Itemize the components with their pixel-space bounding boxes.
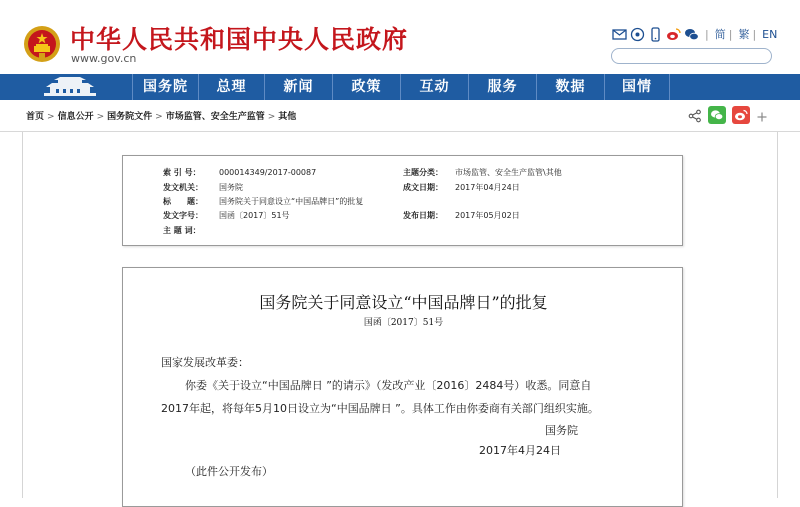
weibo-icon[interactable] <box>666 27 681 42</box>
site-url: www.gov.cn <box>71 52 137 65</box>
nav-item-services[interactable]: 服务 <box>468 74 536 100</box>
nav-item-national-profile[interactable]: 国情 <box>604 74 670 100</box>
document-sign-date: 2017年4月24日 <box>479 444 561 457</box>
meta-label-index: 索 引 号： <box>163 168 201 177</box>
site-title[interactable]: 中华人民共和国中央人民政府 <box>70 25 409 54</box>
nav-item-news[interactable]: 新闻 <box>264 74 332 100</box>
meta-row-issuer <box>163 182 243 193</box>
meta-row-keywords <box>163 225 219 236</box>
breadcrumb-other[interactable]: 其他 <box>278 112 297 122</box>
meta-label-date-written: 成文日期： <box>403 183 443 192</box>
tiananmen-icon <box>0 74 132 100</box>
document-publication-note: （此件公开发布） <box>185 465 273 478</box>
meta-label-issuer: 发文机关： <box>163 183 203 192</box>
lang-separator: | <box>728 27 733 41</box>
meta-value-date-written: 2017年04月24日 <box>455 183 520 192</box>
meta-value-index: 000014349/2017-00087 <box>219 168 317 177</box>
document-signature: 国务院 <box>545 424 578 437</box>
site-header <box>0 0 800 74</box>
breadcrumb-separator: > <box>155 112 163 122</box>
breadcrumb-separator: > <box>96 112 105 122</box>
meta-label-publish-date: 发布日期： <box>403 211 443 220</box>
lang-separator: | <box>752 27 757 41</box>
meta-value-issuer: 国务院 <box>219 183 243 192</box>
meta-label-keywords: 主 题 词： <box>163 226 201 235</box>
rss-icon[interactable] <box>630 27 645 42</box>
document-addressee: 国家发展改革委： <box>161 356 249 369</box>
breadcrumb-market-regulation[interactable]: 市场监管、安全生产监管 <box>165 112 265 122</box>
meta-row-title <box>163 196 363 207</box>
more-share-icon[interactable] <box>756 108 768 127</box>
nav-item-state-council[interactable]: 国务院 <box>132 74 198 100</box>
document-paragraph-line-1: 你委《关于设立“中国品牌日 ”的请示》（发改产业〔2016〕2484号）收悉。同意自 <box>185 379 592 392</box>
meta-label-title: 标 题： <box>163 197 203 206</box>
breadcrumb-separator: > <box>47 112 55 122</box>
meta-label-topic: 主题分类： <box>403 168 443 177</box>
nav-item-data[interactable]: 数据 <box>536 74 604 100</box>
meta-label-doc-number: 发文字号： <box>163 211 203 220</box>
document-paragraph-line-2: 2017年起，将每年5月10日设立为“中国品牌日 ”。具体工作由你委商有关部门组织实施。 <box>161 402 599 415</box>
document-number: 国函〔2017〕51号 <box>363 318 444 328</box>
meta-row-date-written <box>403 182 520 193</box>
nav-item-premier[interactable]: 总理 <box>198 74 264 100</box>
meta-row-index <box>163 167 316 178</box>
meta-value-title: 国务院关于同意设立“中国品牌日”的批复 <box>219 197 364 206</box>
breadcrumb <box>26 109 296 122</box>
mobile-icon[interactable] <box>648 27 663 42</box>
lang-separator: | <box>705 27 709 41</box>
document-metadata-table <box>122 155 683 246</box>
meta-row-topic <box>403 167 562 178</box>
nav-logo[interactable] <box>0 74 132 100</box>
meta-row-publish-date <box>403 210 520 221</box>
meta-row-doc-number <box>163 210 290 221</box>
weibo-share-icon[interactable] <box>732 106 750 128</box>
breadcrumb-bar <box>0 100 800 132</box>
nav-item-interaction[interactable]: 互动 <box>400 74 468 100</box>
breadcrumb-home[interactable]: 首页 <box>26 112 45 122</box>
breadcrumb-info-disclosure[interactable]: 信息公开 <box>57 112 94 122</box>
lang-simplified-link[interactable]: 简 <box>714 28 726 41</box>
nav-item-policy[interactable]: 政策 <box>332 74 400 100</box>
mail-icon[interactable] <box>612 27 627 42</box>
breadcrumb-state-council-docs[interactable]: 国务院文件 <box>107 112 153 122</box>
lang-english-link[interactable]: EN <box>762 27 778 41</box>
document-title: 国务院关于同意设立“中国品牌日”的批复 <box>259 293 548 312</box>
document-body <box>122 267 683 507</box>
header-tools <box>612 26 792 42</box>
meta-value-publish-date: 2017年05月02日 <box>455 211 520 220</box>
meta-value-doc-number: 国函〔2017〕51号 <box>219 211 290 220</box>
breadcrumb-separator: > <box>267 112 276 122</box>
national-emblem-icon[interactable] <box>22 24 62 64</box>
share-toolbar <box>688 106 774 128</box>
wechat-icon[interactable] <box>684 27 699 42</box>
meta-value-topic: 市场监管、安全生产监管\其他 <box>455 168 562 177</box>
search-input[interactable] <box>611 48 772 64</box>
wechat-share-icon[interactable] <box>708 106 726 128</box>
main-nav <box>0 74 800 100</box>
share-icon[interactable] <box>688 108 702 127</box>
lang-traditional-link[interactable]: 繁 <box>738 28 750 41</box>
